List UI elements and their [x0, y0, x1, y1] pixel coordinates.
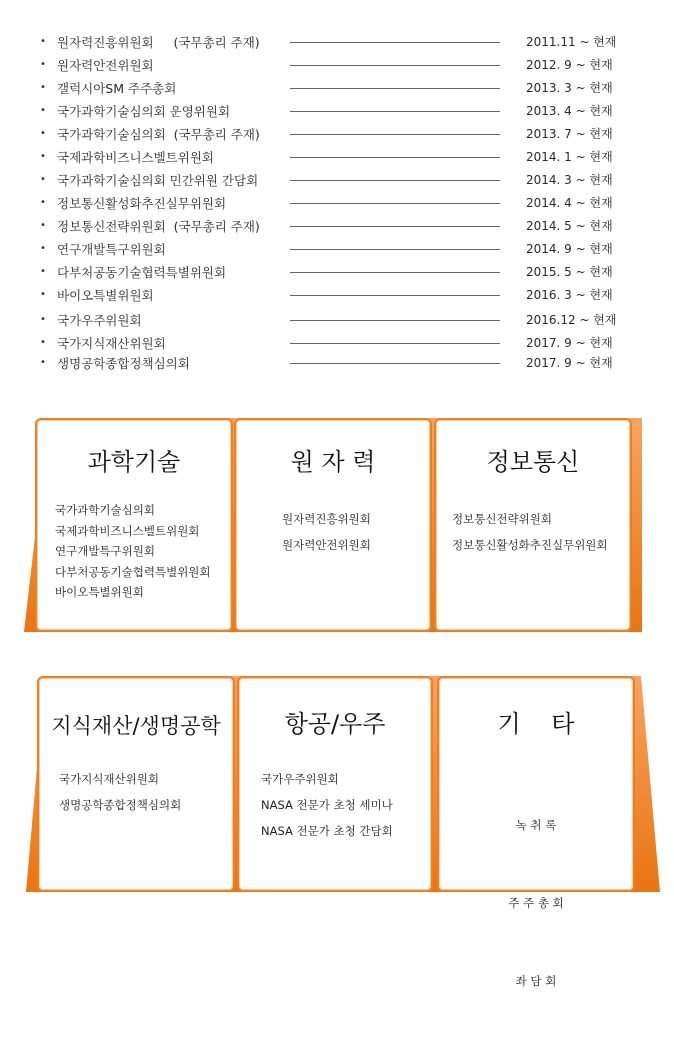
committee-name: 원자력진흥위원회 (국무총리 주재) [57, 35, 260, 50]
timeline-row [0, 193, 674, 213]
category-card-aerospace [237, 676, 433, 892]
category-item: 주 주 총 회 [508, 896, 564, 910]
committee-period: 2016. 3 ~ 현재 [526, 288, 613, 302]
category-card-other [437, 676, 635, 988]
category-item: 국가과학기술심의회 [55, 503, 155, 517]
committee-name: 정보통신활성화추진실무위원회 [57, 196, 227, 211]
leader-line [290, 65, 500, 66]
category-item: 바이오특별위원회 [55, 585, 144, 599]
timeline-row [0, 101, 674, 121]
committee-period: 2014. 1 ~ 현재 [526, 150, 613, 164]
committee-name: 정보통신전략위원회 (국무총리 주재) [57, 219, 260, 234]
bullet-icon: • [40, 151, 46, 162]
timeline-row [0, 239, 674, 259]
bullet-icon: • [40, 59, 46, 70]
bullet-icon: • [40, 105, 46, 116]
committee-name: 다부처공동기술협력특별위원회 [57, 265, 227, 280]
leader-line [290, 249, 500, 250]
committee-name: 연구개발특구위원회 [57, 242, 166, 257]
category-item: 원자력진흥위원회 [282, 512, 371, 526]
committee-period: 2014. 3 ~ 현재 [526, 173, 613, 187]
committee-period: 2014. 4 ~ 현재 [526, 196, 613, 210]
category-items [261, 766, 393, 844]
category-item: 국가우주위원회 [261, 772, 339, 786]
committee-period: 2013. 4 ~ 현재 [526, 104, 613, 118]
leader-line [290, 320, 500, 321]
committee-name: 갤럭시아SM 주주총회 [57, 81, 177, 96]
committee-name: 국가과학기술심의회 운영위원회 [57, 104, 231, 119]
timeline-row [0, 32, 674, 52]
category-item: 좌 담 회 [515, 974, 557, 988]
leader-line [290, 180, 500, 181]
category-item: 다부처공동기술협력특별위원회 [55, 564, 211, 579]
timeline-row [0, 216, 674, 236]
committee-name: 국가지식재산위원회 [57, 336, 166, 351]
bullet-icon: • [40, 220, 46, 231]
bullet-icon: • [40, 357, 46, 368]
category-item: 녹 취 록 [515, 818, 557, 832]
committee-name: 생명공학종합정책심의회 [57, 356, 190, 371]
leader-line [290, 134, 500, 135]
category-item: 연구개발특구위원회 [55, 544, 155, 558]
committee-period: 2012. 9 ~ 현재 [526, 58, 613, 72]
timeline-row [0, 333, 674, 353]
leader-line [290, 295, 500, 296]
category-item: 정보통신활성화추진실무위원회 [452, 538, 608, 552]
committee-period: 2013. 7 ~ 현재 [526, 127, 613, 141]
category-item: 국제과학비즈니스벨트위원회 [55, 523, 200, 538]
timeline-row [0, 353, 674, 373]
committee-period: 2017. 9 ~ 현재 [526, 356, 613, 370]
category-title: 정보통신 [486, 448, 580, 476]
category-item: 생명공학종합정책심의회 [59, 798, 182, 812]
bullet-icon: • [40, 314, 46, 325]
leader-line [290, 42, 500, 43]
category-title: 지식재산/생명공학 [51, 714, 221, 738]
bullet-icon: • [40, 128, 46, 139]
timeline-row [0, 124, 674, 144]
committee-name: 국가과학기술심의회 민간위원 간담회 [57, 173, 259, 188]
leader-line [290, 363, 500, 364]
bullet-icon: • [40, 174, 46, 185]
category-items [439, 760, 633, 1046]
category-item: 국가지식재산위원회 [59, 772, 159, 786]
category-card-science [35, 418, 233, 632]
leader-line [290, 111, 500, 112]
leader-line [290, 272, 500, 273]
bullet-icon: • [40, 337, 46, 348]
committee-name: 국제과학비즈니스벨트위원회 [57, 150, 214, 165]
timeline-row [0, 262, 674, 282]
bullet-icon: • [40, 289, 46, 300]
committee-period: 2013. 3 ~ 현재 [526, 81, 613, 95]
bullet-icon: • [40, 36, 46, 47]
committee-period: 2015. 5 ~ 현재 [526, 265, 613, 279]
category-items [55, 500, 211, 603]
committee-timeline [0, 0, 674, 380]
bullet-icon: • [40, 197, 46, 208]
category-item: NASA 전문가 초청 세미나 [261, 798, 393, 812]
category-items [452, 506, 608, 558]
committee-period: 2016.12 ~ 현재 [526, 313, 617, 327]
category-item: NASA 전문가 초청 간담회 [261, 824, 393, 838]
timeline-row [0, 310, 674, 330]
leader-line [290, 88, 500, 89]
committee-name: 국가과학기술심의회 (국무총리 주재) [57, 127, 260, 142]
category-card-ip-biotech [37, 676, 235, 892]
category-item: 정보통신전략위원회 [452, 512, 552, 526]
category-item: 원자력안전위원회 [282, 538, 371, 552]
committee-name: 원자력안전위원회 [57, 58, 154, 73]
category-title: 항공/우주 [284, 710, 386, 738]
leader-line [290, 343, 500, 344]
category-title: 기 타 [497, 710, 575, 738]
timeline-row [0, 285, 674, 305]
bullet-icon: • [40, 266, 46, 277]
committee-period: 2014. 9 ~ 현재 [526, 242, 613, 256]
category-card-nuclear [234, 418, 432, 632]
timeline-row [0, 78, 674, 98]
category-title: 과학기술 [87, 448, 181, 476]
bullet-icon: • [40, 82, 46, 93]
committee-name: 국가우주위원회 [57, 313, 142, 328]
committee-period: 2017. 9 ~ 현재 [526, 336, 613, 350]
timeline-row [0, 55, 674, 75]
leader-line [290, 157, 500, 158]
committee-period: 2014. 5 ~ 현재 [526, 219, 613, 233]
category-items [282, 506, 371, 558]
timeline-row [0, 147, 674, 167]
category-items [59, 766, 181, 818]
category-card-ict [434, 418, 632, 632]
leader-line [290, 226, 500, 227]
timeline-row [0, 170, 674, 190]
leader-line [290, 203, 500, 204]
committee-name: 바이오특별위원회 [57, 288, 154, 303]
bullet-icon: • [40, 243, 46, 254]
committee-period: 2011.11 ~ 현재 [526, 35, 617, 49]
category-title: 원 자 력 [290, 448, 376, 476]
